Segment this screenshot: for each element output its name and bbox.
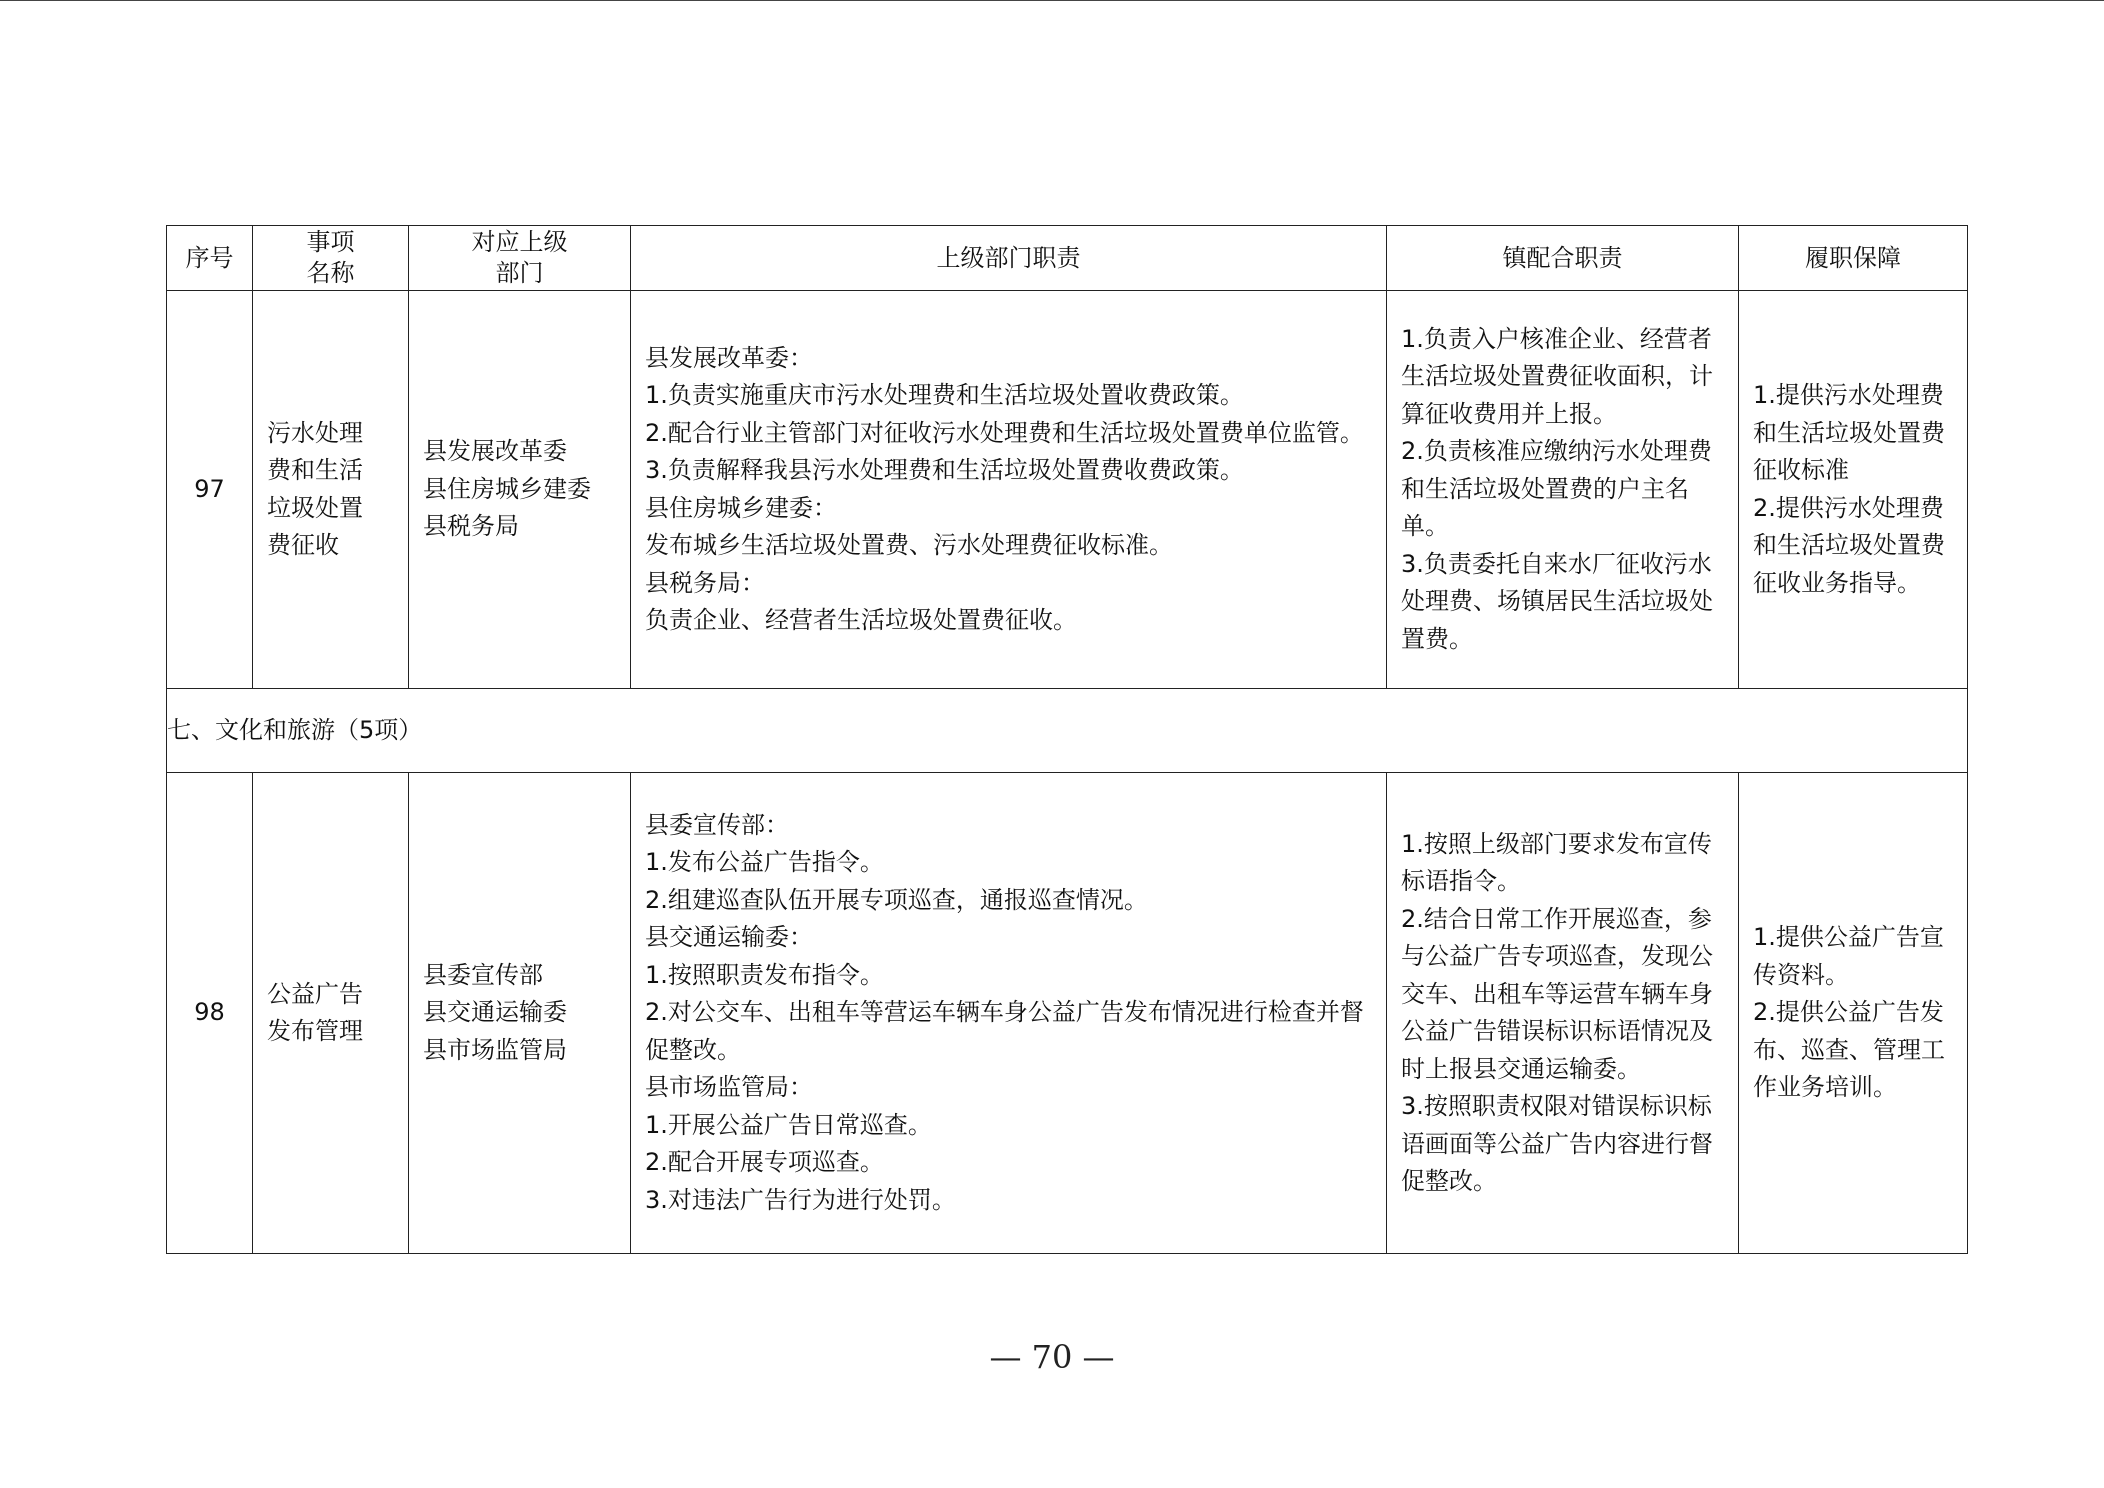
header-item-name-line2: 名称 <box>306 259 355 287</box>
duty-line: 县交通运输委： <box>645 923 813 952</box>
header-item-name-line1: 事项 <box>306 228 355 256</box>
header-item-name <box>253 226 409 291</box>
section-heading-row <box>167 689 1968 773</box>
guarantee-line: 1.提供污水处理费和生活垃圾处置费征收标准 <box>1753 381 1945 484</box>
row-seq: 98 <box>167 773 253 1254</box>
town-duty-line: 3.负责委托自来水厂征收污水处理费、场镇居民生活垃圾处置费。 <box>1401 549 1713 653</box>
duty-line: 3.负责解释我县污水处理费和生活垃圾处置费收费政策。 <box>645 456 1244 484</box>
town-duty-line: 1.按照上级部门要求发布宣传标语指令。 <box>1401 829 1712 895</box>
row-town-duty <box>1387 291 1739 689</box>
duty-line: 1.负责实施重庆市污水处理费和生活垃圾处置收费政策。 <box>645 381 1244 409</box>
item-name-line: 费和生活 <box>267 456 363 484</box>
page-number: — 70 — <box>989 1338 1115 1376</box>
header-seq: 序号 <box>167 226 253 291</box>
dept-line: 县委宣传部 <box>423 960 543 989</box>
town-duty-line: 1.负责入户核准企业、经营者生活垃圾处置费征收面积，计算征收费用并上报。 <box>1401 324 1713 428</box>
dept-line: 县交通运输委 <box>423 998 567 1027</box>
row-item-name <box>253 291 409 689</box>
section-heading: 七、文化和旅游（5项） <box>167 689 1968 773</box>
town-duty-line: 3.按照职责权限对错误标识标语画面等公益广告内容进行督促整改。 <box>1401 1092 1713 1195</box>
duty-line: 2.配合行业主管部门对征收污水处理费和生活垃圾处置费单位监管。 <box>645 418 1364 447</box>
dept-line: 县市场监管局 <box>423 1035 567 1064</box>
header-superior-dept <box>409 226 631 291</box>
duty-line: 县住房城乡建委： <box>645 493 837 522</box>
row-guarantee <box>1739 773 1968 1254</box>
dept-line: 县发展改革委 <box>423 437 567 466</box>
duty-line: 县税务局： <box>645 568 765 597</box>
duty-line: 3.对违法广告行为进行处罚。 <box>645 1185 956 1214</box>
duty-line: 负责企业、经营者生活垃圾处置费征收。 <box>645 606 1077 634</box>
dept-line: 县税务局 <box>423 512 519 541</box>
duty-line: 2.对公交车、出租车等营运车辆车身公益广告发布情况进行检查并督促整改。 <box>645 998 1364 1064</box>
duty-line: 发布城乡生活垃圾处置费、污水处理费征收标准。 <box>645 531 1173 559</box>
item-name-line: 污水处理 <box>267 418 363 447</box>
duty-line: 县发展改革委： <box>645 343 813 372</box>
header-town-duty: 镇配合职责 <box>1387 226 1739 291</box>
item-name-line: 垃圾处置 <box>267 493 363 522</box>
guarantee-line: 2.提供公益广告发布、巡查、管理工作业务培训。 <box>1753 998 1945 1102</box>
duty-line: 2.组建巡查队伍开展专项巡查，通报巡查情况。 <box>645 885 1148 914</box>
table-row <box>167 773 1968 1254</box>
item-name-line: 发布管理 <box>267 1017 363 1045</box>
duty-line: 1.发布公益广告指令。 <box>645 848 884 877</box>
duty-line: 2.配合开展专项巡查。 <box>645 1148 884 1177</box>
row-superior-dept <box>409 773 631 1254</box>
row-seq: 97 <box>167 291 253 689</box>
row-superior-dept <box>409 291 631 689</box>
item-name-line: 公益广告 <box>267 979 363 1008</box>
header-superior-dept-line2: 部门 <box>495 259 544 287</box>
row-superior-duty <box>631 773 1387 1254</box>
duty-line: 县委宣传部： <box>645 810 789 839</box>
dept-line: 县住房城乡建委 <box>423 474 591 503</box>
table-header-row <box>167 226 1968 291</box>
duty-line: 1.开展公益广告日常巡查。 <box>645 1110 932 1139</box>
row-town-duty <box>1387 773 1739 1254</box>
row-superior-duty <box>631 291 1387 689</box>
header-superior-dept-line1: 对应上级 <box>471 228 568 256</box>
top-border-line <box>0 0 2104 1</box>
town-duty-line: 2.结合日常工作开展巡查，参与公益广告专项巡查，发现公交车、出租车等运营车辆车身公益广告错误标识标语情况及时上报县交通运输委。 <box>1401 904 1713 1083</box>
duty-table <box>166 225 1968 1254</box>
town-duty-line: 2.负责核准应缴纳污水处理费和生活垃圾处置费的户主名单。 <box>1401 437 1712 541</box>
item-name-line: 费征收 <box>267 531 339 559</box>
guarantee-line: 2.提供污水处理费和生活垃圾处置费征收业务指导。 <box>1753 493 1945 597</box>
header-superior-duty: 上级部门职责 <box>631 226 1387 291</box>
duty-line: 1.按照职责发布指令。 <box>645 960 884 989</box>
row-item-name <box>253 773 409 1254</box>
duty-line: 县市场监管局： <box>645 1073 813 1102</box>
table-row <box>167 291 1968 689</box>
header-guarantee: 履职保障 <box>1739 226 1968 291</box>
row-guarantee <box>1739 291 1968 689</box>
guarantee-line: 1.提供公益广告宣传资料。 <box>1753 923 1944 989</box>
